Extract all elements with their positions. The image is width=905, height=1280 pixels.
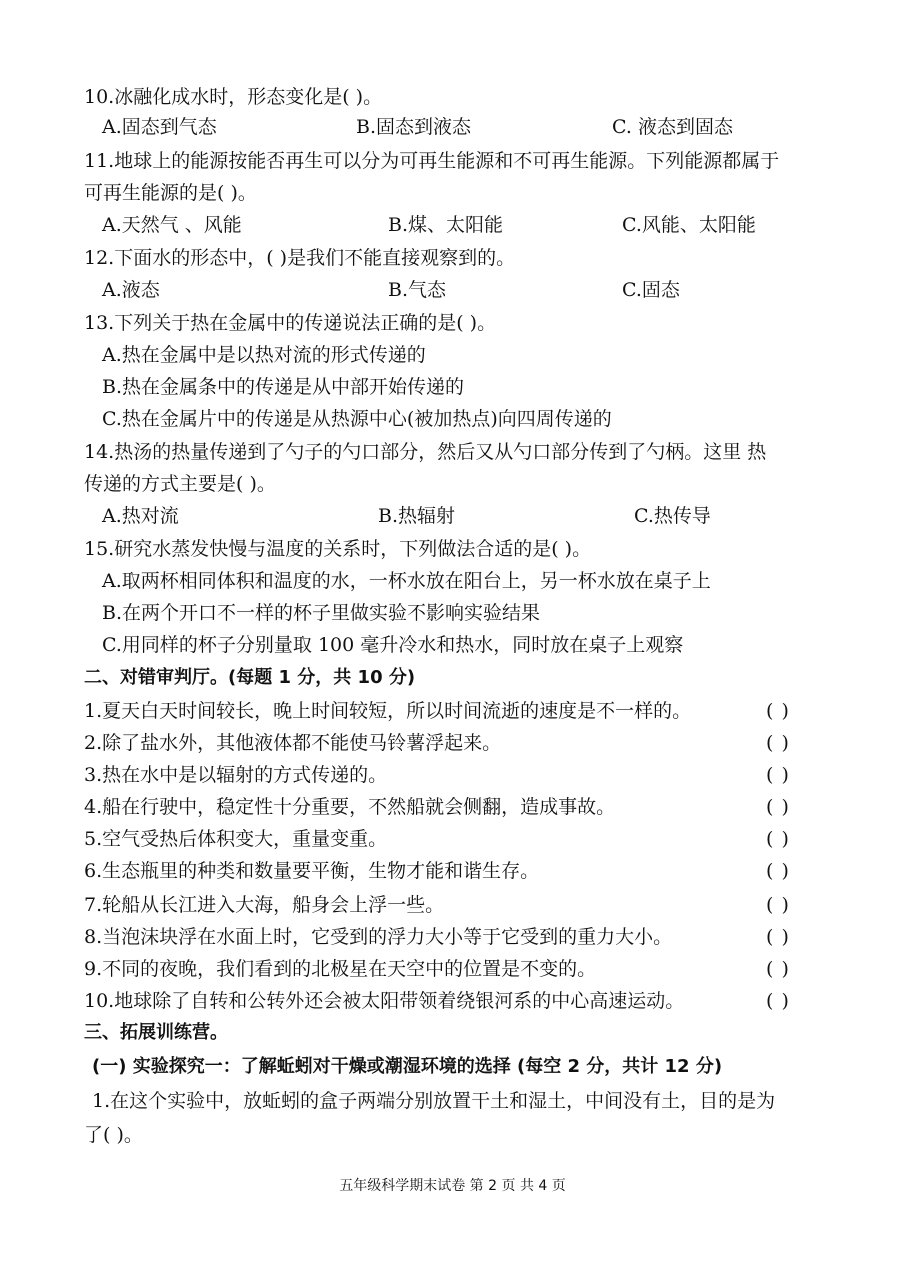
answer-blank-6[interactable]: ( ) bbox=[766, 860, 790, 882]
judge-item-8: 8.当泡沫块浮在水面上时，它受到的浮力大小等于它受到的重力大小。 bbox=[84, 926, 673, 948]
section-3-question-1-line1: 1.在这个实验中，放蚯蚓的盒子两端分别放置干土和湿土，中间没有土，目的是为 bbox=[92, 1090, 776, 1112]
question-15-option-c: C.用同样的杯子分别量取 100 毫升冷水和热水，同时放在桌子上观察 bbox=[102, 634, 684, 656]
judge-item-6: 6.生态瓶里的种类和数量要平衡，生物才能和谐生存。 bbox=[84, 860, 540, 882]
question-11-stem-line2: 可再生能源的是( )。 bbox=[84, 182, 257, 204]
question-14-option-b: B.热辐射 bbox=[378, 505, 456, 527]
question-11-option-b: B.煤、太阳能 bbox=[388, 214, 504, 236]
answer-blank-5[interactable]: ( ) bbox=[766, 828, 790, 850]
question-13-option-c: C.热在金属片中的传递是从热源中心(被加热点)向四周传递的 bbox=[102, 408, 612, 430]
answer-blank-7[interactable]: ( ) bbox=[766, 894, 790, 916]
question-11-stem-line1: 11.地球上的能源按能否再生可以分为可再生能源和不可再生能源。下列能源都属于 bbox=[84, 150, 780, 172]
judge-item-9: 9.不同的夜晚，我们看到的北极星在天空中的位置是不变的。 bbox=[84, 958, 597, 980]
question-14-stem-line2: 传递的方式主要是( )。 bbox=[84, 473, 276, 495]
section-3-title: 三、拓展训练营。 bbox=[84, 1022, 228, 1043]
judge-item-7: 7.轮船从长江进入大海，船身会上浮一些。 bbox=[84, 894, 445, 916]
answer-blank-1[interactable]: ( ) bbox=[766, 700, 790, 722]
section-3-question-1-line2: 了( )。 bbox=[84, 1124, 143, 1146]
question-14-option-c: C.热传导 bbox=[634, 505, 711, 527]
answer-blank-10[interactable]: ( ) bbox=[766, 990, 790, 1012]
answer-blank-9[interactable]: ( ) bbox=[766, 958, 790, 980]
question-12-option-a: A.液态 bbox=[102, 279, 160, 301]
answer-blank-3[interactable]: ( ) bbox=[766, 764, 790, 786]
section-3-subheading: (一) 实验探究一：了解蚯蚓对干燥或潮湿环境的选择 (每空 2 分，共计 12 分) bbox=[92, 1056, 723, 1077]
answer-blank-2[interactable]: ( ) bbox=[766, 732, 790, 754]
judge-item-2: 2.除了盐水外，其他液体都不能使马铃薯浮起来。 bbox=[84, 732, 502, 754]
question-14-stem-line1: 14.热汤的热量传递到了勺子的勺口部分，然后又从勺口部分传到了勺柄。这里 热 bbox=[84, 441, 767, 463]
question-13-option-a: A.热在金属中是以热对流的形式传递的 bbox=[102, 344, 426, 366]
judge-item-4: 4.船在行驶中，稳定性十分重要，不然船就会侧翻，造成事故。 bbox=[84, 796, 616, 818]
judge-item-5: 5.空气受热后体积变大，重量变重。 bbox=[84, 828, 388, 850]
question-10-stem: 10.冰融化成水时，形态变化是( )。 bbox=[84, 86, 383, 108]
question-10-option-c: C. 液态到固态 bbox=[612, 116, 733, 138]
question-10-option-b: B.固态到液态 bbox=[356, 116, 472, 138]
question-13-stem: 13.下列关于热在金属中的传递说法正确的是( )。 bbox=[84, 312, 497, 334]
judge-item-3: 3.热在水中是以辐射的方式传递的。 bbox=[84, 764, 388, 786]
question-12-stem: 12.下面水的形态中，( )是我们不能直接观察到的。 bbox=[84, 247, 516, 269]
answer-blank-4[interactable]: ( ) bbox=[766, 796, 790, 818]
question-10-option-a: A.固态到气态 bbox=[102, 116, 217, 138]
answer-blank-8[interactable]: ( ) bbox=[766, 926, 790, 948]
question-11-option-c: C.风能、太阳能 bbox=[622, 214, 756, 236]
question-15-option-a: A.取两杯相同体积和温度的水，一杯水放在阳台上，另一杯水放在桌子上 bbox=[102, 570, 711, 592]
question-11-option-a: A.天然气 、风能 bbox=[102, 214, 242, 236]
question-13-option-b: B.热在金属条中的传递是从中部开始传递的 bbox=[102, 376, 465, 398]
question-14-option-a: A.热对流 bbox=[102, 505, 179, 527]
judge-item-1: 1.夏天白天时间较长，晚上时间较短，所以时间流逝的速度是不一样的。 bbox=[84, 700, 692, 722]
question-12-option-c: C.固态 bbox=[622, 279, 680, 301]
section-2-title: 二、对错审判厅。(每题 1 分，共 10 分) bbox=[84, 667, 416, 688]
page-footer: 五年级科学期末试卷 第 2 页 共 4 页 bbox=[339, 1178, 566, 1194]
question-15-option-b: B.在两个开口不一样的杯子里做实验不影响实验结果 bbox=[102, 602, 541, 624]
question-12-option-b: B.气态 bbox=[388, 279, 447, 301]
question-15-stem: 15.研究水蒸发快慢与温度的关系时，下列做法合适的是( )。 bbox=[84, 538, 592, 560]
judge-item-10: 10.地球除了自转和公转外还会被太阳带领着绕银河系的中心高速运动。 bbox=[84, 990, 685, 1012]
